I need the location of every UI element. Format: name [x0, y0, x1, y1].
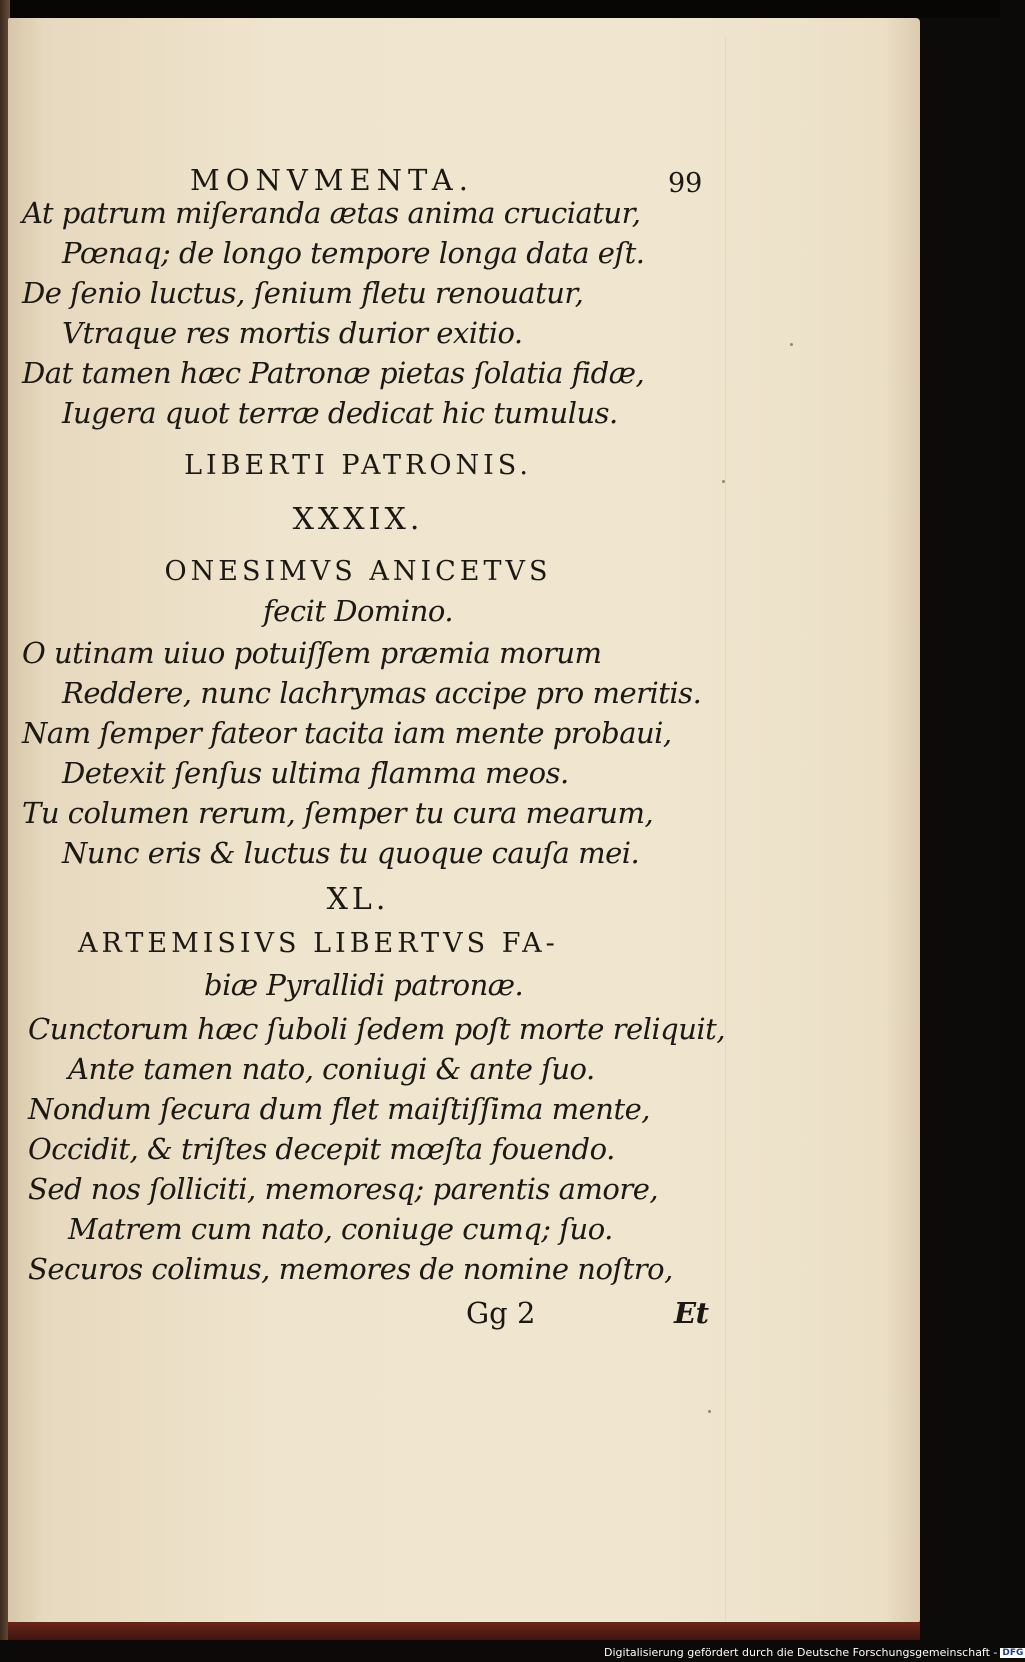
book-bottom-edge: [8, 1622, 920, 1640]
scan-background-top: [0, 0, 1000, 18]
verse-line: Vtraque res mortis durior exitio.: [62, 316, 523, 350]
verse-line: Dat tamen hæc Patronæ pietas ſolatia fidæ,: [22, 356, 645, 390]
catchword: Et: [674, 1296, 709, 1330]
verse-line: Pœnaq; de longo tempore longa data eſt.: [62, 236, 645, 270]
epitaph-subtitle: fecit Domino.: [262, 594, 454, 628]
verse-line: O utinam uiuo potuiſſem præmia morum: [22, 636, 602, 670]
verse-line: Reddere, nunc lachrymas accipe pro meritis.: [62, 676, 702, 710]
verse-line: Nunc eris & luctus tu quoque cauſa mei.: [62, 836, 640, 870]
verse-line: Nam ſemper fateor tacita iam mente probaui,: [22, 716, 672, 750]
section-numeral: XL.: [326, 882, 390, 917]
scan-background-right: [920, 18, 1000, 1640]
epitaph-name: ONESIMVS ANICETVS: [164, 556, 552, 587]
dfg-logo-icon: DFG: [1002, 1648, 1024, 1658]
verse-line: Tu columen rerum, ſemper tu cura mearum,: [22, 796, 654, 830]
paper-speck: [790, 343, 793, 346]
verse-line: Cunctorum hæc ſuboli ſedem poſt morte reliquit,: [28, 1012, 726, 1046]
verse-line: Sed nos ſolliciti, memoresq; parentis amore,: [28, 1172, 659, 1206]
digitization-notice-text: Digitalisierung gefördert durch die Deutsche Forschungsgemeinschaft -: [604, 1646, 998, 1659]
verse-line: Nondum ſecura dum flet maiſtiſſima mente,: [28, 1092, 651, 1126]
book-page: [8, 18, 920, 1624]
page-fold-shadow: [725, 36, 726, 1640]
section-title: LIBERTI PATRONIS.: [184, 450, 532, 481]
verse-line: Detexit ſenſus ultima flamma meos.: [62, 756, 569, 790]
paper-speck: [708, 1410, 711, 1413]
verse-line: At patrum miſeranda ætas anima cruciatur,: [22, 196, 641, 230]
signature-mark: Gg 2: [466, 1296, 536, 1330]
paper-speck: [722, 480, 725, 483]
verse-line: De ſenio luctus, ſenium fletu renouatur,: [22, 276, 584, 310]
digitization-notice: [604, 1646, 1025, 1659]
section-numeral: XXXIX.: [292, 502, 424, 537]
verse-line: Iugera quot terræ dedicat hic tumulus.: [62, 396, 618, 430]
verse-line: Ante tamen nato, coniugi & ante ſuo.: [68, 1052, 595, 1086]
verse-line: Matrem cum nato, coniuge cumq; ſuo.: [68, 1212, 613, 1246]
running-title: MONVMENTA.: [190, 163, 474, 197]
verse-line: Securos colimus, memores de nomine noſtro,: [28, 1252, 673, 1286]
epitaph-name: ARTEMISIVS LIBERTVS FA-: [78, 928, 559, 959]
page-number: 99: [668, 168, 703, 199]
verse-line: Occidit, & triſtes decepit mœſta fouendo.: [28, 1132, 615, 1166]
epitaph-name-continued: biæ Pyrallidi patronæ.: [204, 968, 524, 1002]
